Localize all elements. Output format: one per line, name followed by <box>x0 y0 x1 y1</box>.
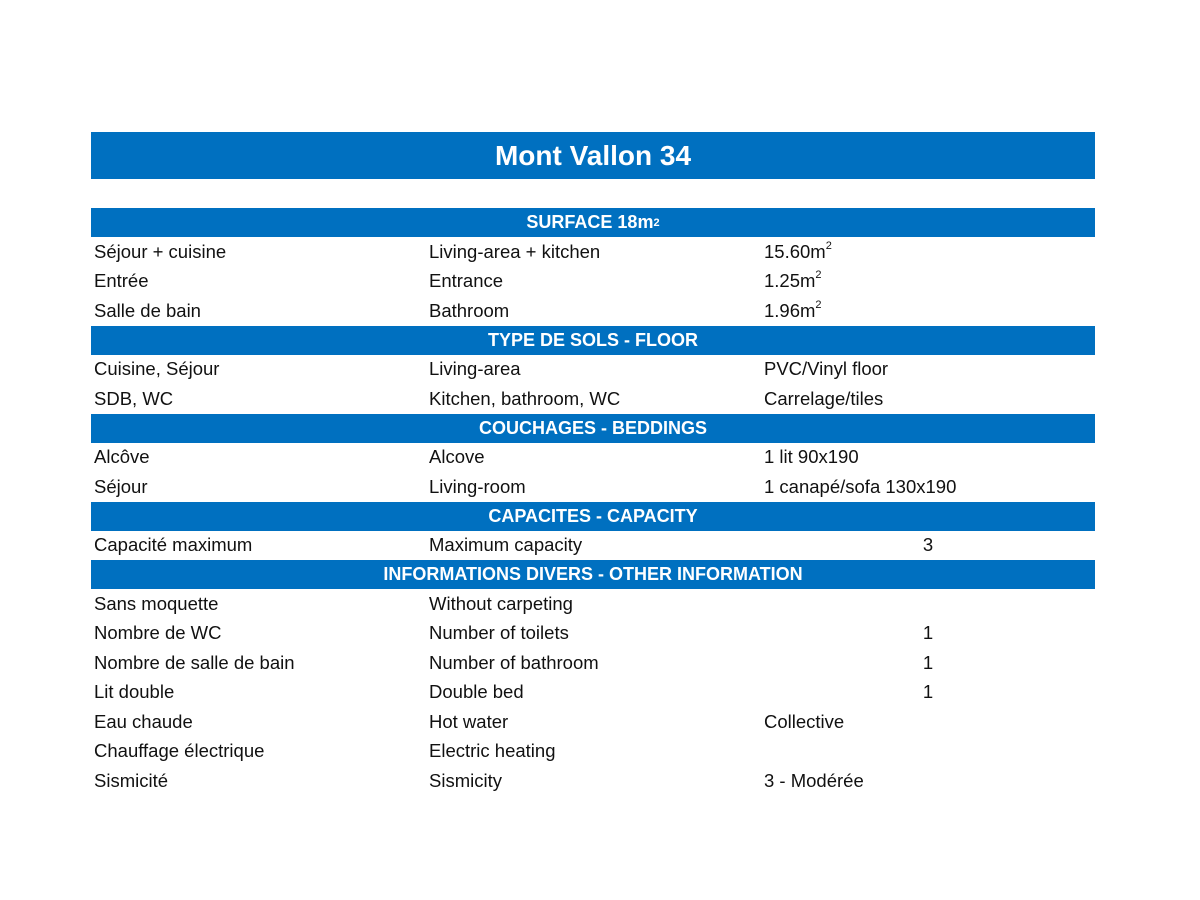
french-label: Séjour <box>94 475 148 497</box>
table-row <box>91 678 1095 708</box>
value-text: 3 - Modérée <box>764 769 864 791</box>
section-header <box>91 502 1095 531</box>
section-header-text: COUCHAGES - BEDDINGS <box>478 417 707 438</box>
value-superscript: 2 <box>815 269 822 282</box>
value-cell <box>761 241 1095 263</box>
spacer <box>91 179 1095 208</box>
english-label: Number of bathroom <box>429 651 599 673</box>
french-label: SDB, WC <box>94 387 174 409</box>
table-row <box>91 384 1095 414</box>
value-cell <box>761 711 1095 733</box>
section-header-text: CAPACITES - CAPACITY <box>488 505 698 526</box>
value-cell <box>761 446 1095 468</box>
section-header <box>91 560 1095 589</box>
french-label: Chauffage électrique <box>94 740 265 762</box>
english-label: Electric heating <box>429 740 556 762</box>
english-label: Living-area + kitchen <box>429 240 601 262</box>
table-row <box>91 267 1095 297</box>
french-label: Lit double <box>94 681 175 703</box>
french-label: Cuisine, Séjour <box>94 358 220 380</box>
french-label: Salle de bain <box>94 299 201 321</box>
english-label: Hot water <box>429 710 509 732</box>
value-cell <box>761 534 1095 556</box>
value-text: 1 <box>922 622 934 644</box>
value-text: 3 <box>922 534 934 556</box>
section-header-text: INFORMATIONS DIVERS - OTHER INFORMATION <box>383 564 803 584</box>
english-label: Double bed <box>429 681 524 703</box>
french-label: Entrée <box>94 270 149 292</box>
value-cell <box>761 622 1095 644</box>
table-row <box>91 443 1095 473</box>
value-cell <box>761 300 1095 322</box>
french-label: Nombre de salle de bain <box>94 651 295 673</box>
english-label: Living-area <box>429 358 521 380</box>
french-label: Sans moquette <box>94 592 219 614</box>
value-text: 1 <box>922 651 934 673</box>
french-label: Eau chaude <box>94 710 193 732</box>
english-label: Sismicity <box>429 769 502 791</box>
table-row <box>91 766 1095 796</box>
value-text: 1.96m <box>764 299 816 321</box>
value-text: 15.60m <box>764 240 826 262</box>
section-header: SURFACE 18m 2 <box>91 208 1095 237</box>
value-text: Carrelage/tiles <box>764 387 884 409</box>
value-cell <box>761 388 1095 410</box>
value-superscript: 2 <box>825 239 832 252</box>
table-row <box>91 707 1095 737</box>
section-header <box>91 414 1095 443</box>
page-title: Mont Vallon 34 <box>91 132 1095 179</box>
value-text: 1 lit 90x190 <box>764 446 859 468</box>
value-text: 1 <box>922 681 934 703</box>
value-cell <box>761 270 1095 292</box>
value-cell <box>761 652 1095 674</box>
english-label: Living-room <box>429 475 526 497</box>
value-cell <box>761 476 1095 498</box>
value-text: 1.25m <box>764 270 816 292</box>
table-row <box>91 237 1095 267</box>
french-label: Séjour + cuisine <box>94 240 227 262</box>
property-sheet <box>91 132 1095 796</box>
value-superscript: 2 <box>815 298 822 311</box>
english-label: Alcove <box>429 446 485 468</box>
french-label: Nombre de WC <box>94 622 222 644</box>
value-text: Collective <box>764 710 845 732</box>
table-row <box>91 648 1095 678</box>
english-label: Bathroom <box>429 299 510 321</box>
table-row <box>91 472 1095 502</box>
value-cell <box>761 681 1095 703</box>
english-label: Kitchen, bathroom, WC <box>429 387 621 409</box>
value-text: 1 canapé/sofa 130x190 <box>764 475 957 497</box>
french-label: Alcôve <box>94 446 150 468</box>
table-row <box>91 296 1095 326</box>
french-label: Sismicité <box>94 769 169 791</box>
section-header-text: TYPE DE SOLS - FLOOR <box>487 329 698 350</box>
table-row <box>91 355 1095 385</box>
table-row <box>91 619 1095 649</box>
value-cell <box>761 358 1095 380</box>
english-label: Without carpeting <box>429 592 573 614</box>
value-cell <box>761 770 1095 792</box>
english-label: Maximum capacity <box>429 534 583 556</box>
english-label: Number of toilets <box>429 622 569 644</box>
table-row <box>91 531 1095 561</box>
sections-container <box>91 208 1095 796</box>
section-header-text: SURFACE 18m <box>526 212 654 232</box>
section-header <box>91 326 1095 355</box>
french-label: Capacité maximum <box>94 534 253 556</box>
english-label: Entrance <box>429 270 504 292</box>
table-row <box>91 589 1095 619</box>
value-text: PVC/Vinyl floor <box>764 358 889 380</box>
table-row <box>91 737 1095 767</box>
